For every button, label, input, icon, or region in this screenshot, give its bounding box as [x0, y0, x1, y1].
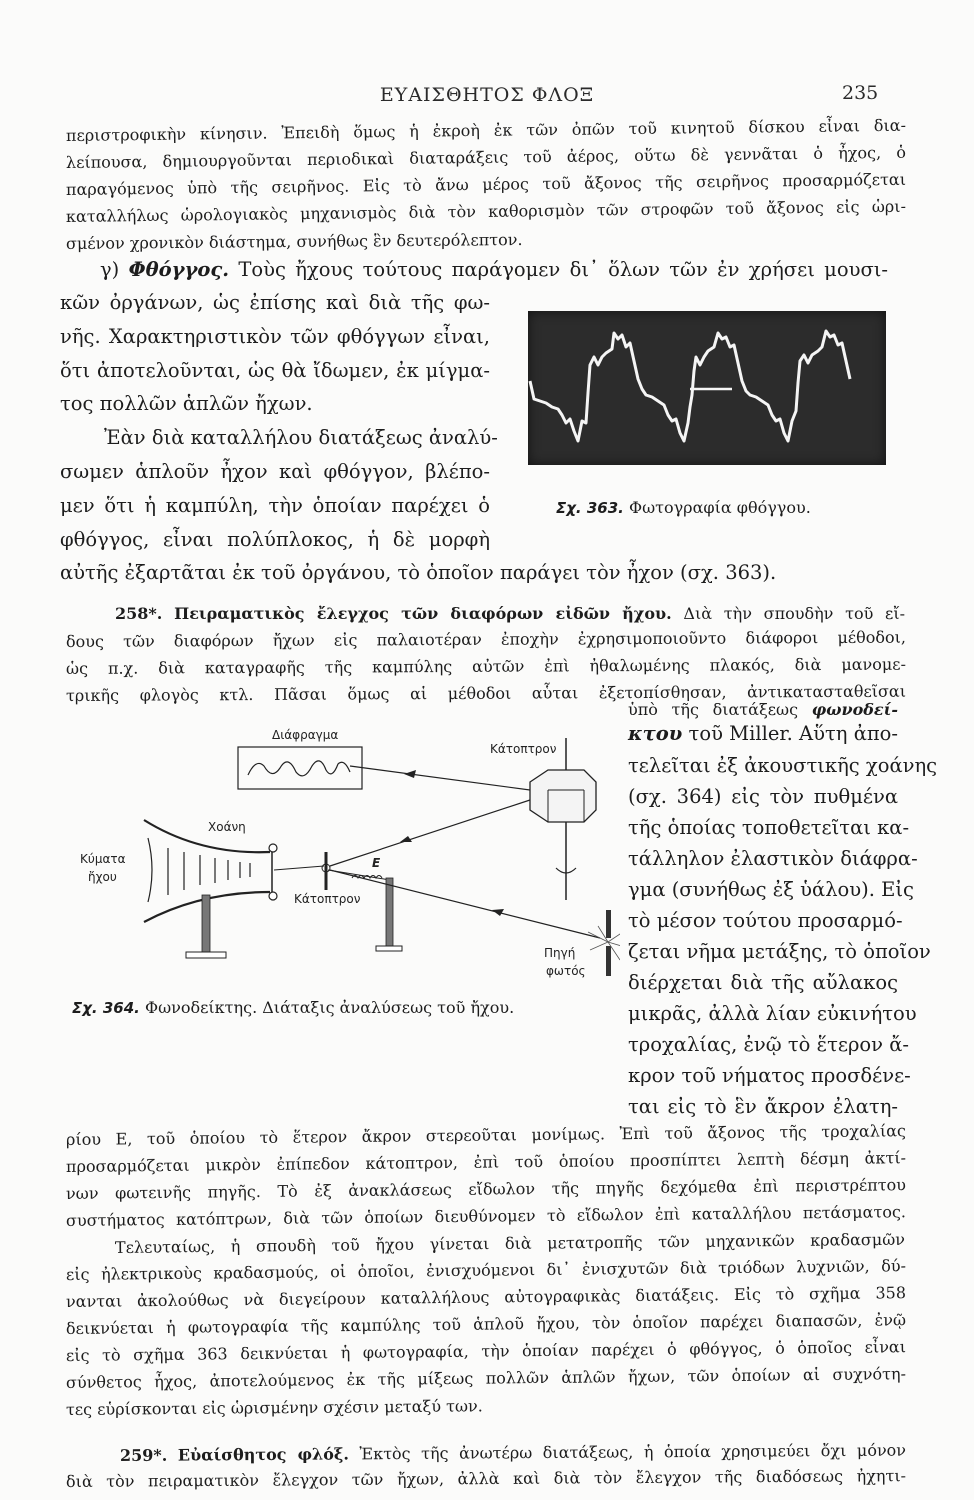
text-line: μεν ὅτι ἡ καμπύλη, τὴν ὁποίαν παρέχει ὁ: [60, 494, 490, 517]
label-light-source-2: φωτός: [546, 964, 586, 978]
text-line: ρίου Ε, τοῦ ὁποίου τὸ ἕτερον ἄκρον στερεοῦται μονίμως. Ἐπὶ τοῦ ἄξονος τῆς τροχαλίας: [65, 1121, 907, 1149]
text-line: τὸ μέσον τούτου προσαρμό-: [628, 909, 903, 932]
text-line: Τελευταίως, ἡ σπουδὴ τοῦ ἤχου γίνεται διὰ μετατροπῆς τῶν μηχανικῶν κραδασμῶν: [114, 1229, 906, 1257]
sound-wave-icon: [148, 838, 152, 902]
figure-caption-text: Φωτογραφία φθόγγου.: [628, 498, 811, 517]
text-line: αὐτῆς ἐξαρτᾶται ἐκ τοῦ ὀργάνου, τὸ ὁποῖον παράγει τὸν ἦχον (σχ. 363).: [60, 561, 777, 584]
text-line: τες εὑρίσκονται εἰς ὡρισμένην σχέσιν μεταξύ των.: [65, 1396, 483, 1419]
rotating-mirror-icon: [530, 770, 596, 822]
text-line: Ἐὰν διὰ καταλλήλου διατάξεως ἀναλύ-: [104, 426, 498, 449]
text-line: διέρχεται διὰ τῆς αὔλακος: [628, 971, 898, 994]
label-horn: Χοάνη: [208, 820, 246, 834]
text-line: τάλληλον ἐλαστικὸν διάφρα-: [628, 847, 918, 870]
text-line: εἰς ἠλεκτρικοὺς κραδασμούς, οἱ ὁποῖοι, ἐνισχυόμενοι δι᾽ ἐνισχυτῶν διὰ τριόδων λυχνιῶν, δύ-: [65, 1256, 907, 1284]
text-line: τοῦ Miller. Αὕτη ἀπο-: [688, 722, 899, 745]
text-line: ζεται νῆμα μετάξης, τὸ ὁποῖον: [628, 940, 931, 963]
text-line: ὡς π.χ. διὰ καταγραφῆς τῆς καμπύλης αὐτῶν ἐπὶ ἠθαλωμένης πλακός, διὰ μανομε-: [65, 654, 907, 678]
label-diaphragm: Διάφραγμα: [272, 728, 339, 742]
text-line: κῶν ὀργάνων, ὡς ἐπίσης καὶ διὰ τῆς φω-: [60, 291, 490, 314]
text-line: σύνθετος ἦχος, ἀποτελούμενος ἐκ τῆς μίξεως πολλῶν ἁπλῶν ἤχων, τῶν ὁποίων αἱ συχνότη-: [65, 1364, 907, 1392]
text-line: τῆς ὁποίας τοποθετεῖται κα-: [628, 816, 910, 839]
text-line: νῆς. Χαρακτηριστικὸν τῶν φθόγγων εἶναι,: [60, 325, 490, 348]
text-line: Τοὺς ἤχους τούτους παράγομεν δι᾽ ὅλων τῶν ἐν χρήσει μουσι-: [238, 258, 888, 281]
text-line: εἰς τὸ σχῆμα 363 δεικνύεται ἡ φωτογραφία, τὴν ὁποίαν παρέχει ὁ φθόγγος, ὁ ὁποῖος εἶναι: [65, 1337, 907, 1365]
running-title: ΕΥΑΙΣΘΗΤΟΣ ΦΛΟΞ: [379, 84, 595, 106]
text-line: γμα (συνήθως ἐξ ὑάλου). Εἰς: [628, 878, 914, 901]
text-line: νων φωτεινῆς πηγῆς. Τὸ ἐξ ἀνακλάσεως εἴδωλον τῆς πηγῆς δεχόμεθα ἐπὶ περιστρέπτου: [65, 1175, 907, 1203]
text-line: Ἐκτὸς τῆς ἀνωτέρω διατάξεως, ἡ ὁποία χρησιμεύει ὄχι μόνον: [359, 1440, 907, 1464]
text-line: σωμεν ἁπλοῦν ἦχον καὶ φθόγγον, βλέπο-: [60, 460, 490, 483]
text-line: νανται ἀκολούθως νὰ διεγείρουν καταλλήλους αὐτογραφικὰς διατάξεις. Εἰς τὸ σχῆμα 358: [65, 1283, 907, 1311]
text-line: ται εἰς τὸ ἓν ἄκρον ἐλατη-: [628, 1095, 898, 1118]
section-number: 258*.: [115, 604, 163, 623]
label-light-source: Πηγή: [544, 946, 576, 960]
horn-top-outline: [144, 820, 270, 852]
text-line: προσαρμόζεται μικρὸν ἐπίπεδον κάτοπτρον, ἐπὶ τοῦ ὁποίου προσπίπτει λεπτὴ δέσμη ἀκτί-: [65, 1148, 907, 1176]
text-line: δεικνύεται ἡ φωτογραφία τῆς καμπύλης τοῦ ἁπλοῦ ἤχου, τὸν ὁποῖον παρέχει διαπασῶν, ἐνῷ: [65, 1310, 907, 1338]
label-small-mirror: Κάτοπτρον: [294, 892, 361, 906]
text-line: τος πολλῶν ἁπλῶν ἤχων.: [60, 392, 313, 415]
term-phonodeiktis-cont: κτου: [628, 722, 683, 745]
section-title: Εὐαίσθητος φλόξ.: [177, 1444, 350, 1465]
label-sound-waves-2: ἤχου: [88, 870, 117, 884]
text-line: παραγόμενος ὑπὸ τῆς σειρῆνος. Εἰς τὸ ἄνω μέρος τοῦ ἄξονος τῆς σειρῆνος προσαρμόζεται: [65, 169, 907, 199]
section-heading: Φθόγγος.: [128, 258, 230, 281]
text-line: συστήματος κατόπτρων, διὰ τῶν ὁποίων διευθύνομεν τὸ εἴδωλον ἐπὶ καταλλήλου πετάσματος.: [65, 1202, 907, 1230]
diaphragm-box: [238, 747, 362, 789]
text-line: (σχ. 364) εἰς τὸν πυθμένα: [628, 785, 898, 808]
figure-label: Σχ. 364.: [72, 999, 140, 1017]
waveform-trace: [528, 311, 886, 465]
text-line: καταλλήλως ὡρολογιακὸς μηχανισμὸς διὰ τὸν καθορισμὸν τῶν στροφῶν τοῦ ἄξονος εἰς ὡρι-: [65, 196, 907, 226]
section-title: Πειραματικὸς ἔλεγχος τῶν διαφόρων εἰδῶν ἤχου.: [174, 604, 672, 623]
figure-364-caption: [72, 998, 514, 1017]
term-phonodeiktis: φωνοδεί-: [811, 700, 899, 719]
figure-364-diagram: [60, 720, 620, 1040]
figure-label: Σχ. 363.: [556, 499, 624, 517]
text-line: λείπουσα, δημιουργοῦνται περιοδικαὶ διαταράξεις τοῦ ἀέρος, οὕτω δὲ γεννᾶται ὁ ἦχος, ὁ: [65, 142, 907, 172]
text-line: ὅτι ἀποτελοῦνται, ὡς θὰ ἴδωμεν, ἐκ μίγμα-: [60, 359, 490, 382]
figure-363-photo: [528, 311, 886, 465]
text-line: διὰ τὸν πειραματικὸν ἔλεγχον τῶν ἤχων, ἀλλὰ καὶ διὰ τὸν ἔλεγχον τῆς διαδόσεως ἠχητι-: [65, 1466, 907, 1491]
figure-363-caption: [556, 498, 811, 517]
figure-caption-text: Φωνοδείκτης. Διάταξις ἀναλύσεως τοῦ ἤχου.: [144, 998, 515, 1017]
page-number: 235: [842, 82, 879, 104]
text-line: Διὰ τὴν σπουδὴν τοῦ εἴ-: [683, 604, 906, 623]
text-line: μικρᾶς, ἀλλὰ λίαν εὐκινήτου: [628, 1002, 917, 1025]
text-line: τρικῆς φλογὸς κτλ. Πᾶσαι ὅμως αἱ μέθοδοι αὗται ἐξετοπίσθησαν, ἀντικατασταθεῖσαι: [65, 681, 907, 705]
text-line: ὑπὸ τῆς διατάξεως: [628, 700, 799, 719]
text-line: κρον τοῦ νήματος προσδένε-: [628, 1064, 911, 1087]
section-prefix: γ): [100, 258, 120, 281]
text-line: σμένον χρονικὸν διάστημα, συνήθως ἓν δευτερόλεπτον.: [65, 230, 523, 253]
section-number: 259*.: [119, 1445, 168, 1465]
phonodeik-schematic: [60, 720, 620, 1000]
label-rotating-mirror: Κάτοπτρον: [490, 742, 557, 756]
waveform-icon: [248, 761, 350, 776]
text-line: δους τῶν διαφόρων ἤχων εἰς παλαιοτέραν ἐποχὴν ἐχρησιμοποιοῦντο διάφοροι μέθοδοι,: [65, 627, 907, 651]
text-line: περιστροφικὴν κίνησιν. Ἐπειδὴ ὅμως ἡ ἐκροὴ ἐκ τῶν ὀπῶν τοῦ κινητοῦ δίσκου εἶναι δια-: [65, 115, 907, 145]
label-spring-e: E: [372, 856, 381, 870]
light-source-icon: [606, 910, 611, 938]
text-line: φθόγγος, εἶναι πολύπλοκος, ἡ δὲ μορφὴ: [60, 528, 490, 551]
label-sound-waves: Κύματα: [80, 852, 126, 866]
text-line: τελεῖται ἐξ ἀκουστικῆς χοάνης: [628, 754, 938, 777]
text-line: τροχαλίας, ἐνῷ τὸ ἕτερον ἄ-: [628, 1033, 909, 1056]
